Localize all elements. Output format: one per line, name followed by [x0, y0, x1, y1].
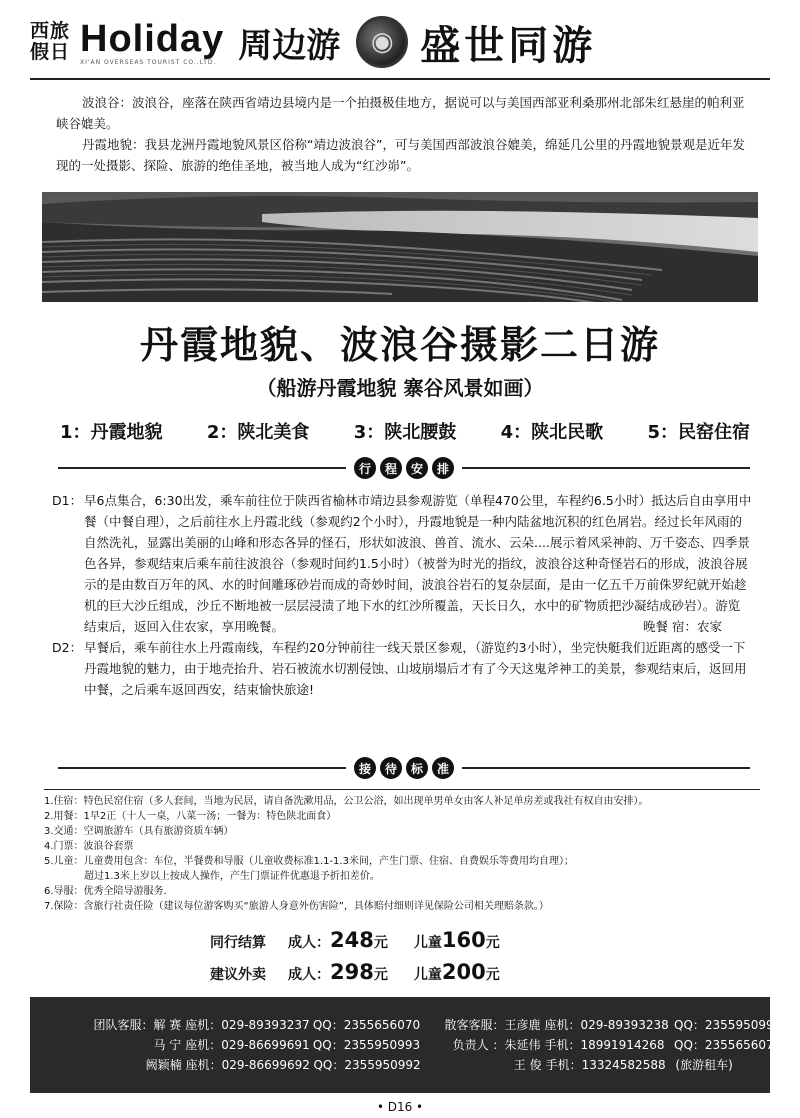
contact-phone: 座机：029-89393238 [544, 1018, 669, 1032]
contact-qq: QQ：2355950992 [313, 1058, 421, 1072]
adult-price: 298 [330, 960, 374, 984]
child-label: 儿童 [413, 935, 442, 951]
price-label: 同行结算 [210, 935, 266, 951]
company-name: 盛世同游 [420, 21, 597, 69]
price-row [210, 960, 610, 984]
adult-label: 成人： [288, 935, 330, 951]
header [30, 10, 770, 74]
intro [56, 92, 756, 176]
brand-sub: XI'AN OVERSEAS TOURIST CO.,LTD. [80, 58, 217, 66]
contact-name: 负责人 ：朱延伟 [452, 1038, 541, 1052]
heading-char: 排 [432, 457, 454, 479]
itinerary-day [52, 490, 752, 637]
service-standards [44, 789, 760, 914]
brand-name: Holiday [80, 17, 225, 60]
contact-name: 阙颖楠 [145, 1058, 182, 1072]
price-unit: 元 [373, 967, 388, 983]
adult-price: 248 [330, 928, 374, 952]
contact-qq: QQ：2355656070 [312, 1018, 421, 1032]
contact-qq: QQ：2355656075 [674, 1038, 782, 1052]
logo-line1: 西旅 [30, 20, 71, 42]
standard-item: 3.交通：空调旅游车（具有旅游资质车辆） [44, 826, 234, 837]
logo-line2: 假日 [30, 41, 71, 63]
heading-rule [58, 767, 346, 769]
contact-note: (旅游租车) [675, 1058, 733, 1072]
contact-phone: 手机：13324582588 [545, 1058, 666, 1072]
schedule-heading [58, 456, 750, 480]
standard-item: 7.保险：含旅行社责任险（建议每位游客购买“旅游人身意外伤害险”，具体赔付细则详见保险公司相关理赔条款。） [44, 901, 549, 912]
itinerary [52, 490, 752, 700]
itinerary-day [52, 637, 752, 700]
heading-char: 准 [432, 757, 454, 779]
standard-item: 5.儿童：儿童费用包含：车位，半餐费和导服（儿童收费标准1.1-1.3米间，产生门票、住宿、自费娱乐等费用均自理）； [44, 856, 574, 867]
heading-char: 行 [354, 457, 376, 479]
child-price: 200 [441, 960, 486, 984]
standards-heading [58, 756, 750, 780]
contact-phone: 座机：029-86699691 [185, 1038, 310, 1052]
xilv-logo [30, 21, 70, 63]
day-description: 早餐后，乘车前往水上丹霞南线，车程约20分钟前往一线天景区参观，（游览约3小时），坐完快艇我们近距离的感受一下丹霞地貌的魅力，由于地壳抬升、岩石被流水切割侵蚀、山坡崩塌后才有了今天这鬼斧神工的美景，参观结束后，返回用中餐，之后乘车返回西安，结束愉快旅途! [84, 640, 747, 697]
day-description: 早6点集合，6:30出发，乘车前往位于陕西省榆林市靖边县参观游览（单程470公里，车程约6.5小时）抵达后自由享用中餐（中餐自理），之后前往水上丹霞北线（参观约2个小时），丹霞地貌是一种内陆盆地沉积的红色屑岩。经过长年风雨的自然洗礼，显露出美丽的山峰和形态各异的怪石，形状如波浪、兽首、流水、云朵....展示着风采神韵、万千姿态、四季景色各异，参观结束后乘车前往波浪谷（参观时间约1.5小时）（被誉为时光的指纹，波浪谷这种奇怪岩石的形成，波浪谷展示的是由数百万年的风、水的时间雕琢砂岩而成的奇妙时间，波浪谷岩石的复杂层面，是由一亿五千万前侏罗纪就开始趁机的巨大沙丘组成，沙丘不断地被一层层浸渍了地下水的红沙所覆盖，天长日久，水中的矿物质把沙凝结成砂岩）。游览结束后，返回入住农家，享用晚餐。 [84, 493, 752, 634]
feature-list [60, 418, 750, 444]
heading-rule [58, 467, 346, 469]
heading-rule [462, 467, 750, 469]
heading-char: 程 [380, 457, 402, 479]
intro-paragraph: 丹霞地貌：我县龙洲丹霞地貌风景区俗称“靖边波浪谷”，可与美国西部波浪谷媲美，绵延几公里的丹霞地貌景观是近年发现的一处摄影、探险、旅游的绝佳圣地，被当地人成为“红沙峁”。 [56, 137, 745, 173]
header-divider [30, 78, 770, 80]
feature-item: 5：民窑住宿 [647, 422, 750, 443]
price-unit: 元 [485, 935, 500, 951]
heading-char: 接 [354, 757, 376, 779]
feature-item: 2：陕北美食 [206, 422, 310, 443]
child-label: 儿童 [413, 967, 442, 983]
feature-item: 1：丹霞地貌 [60, 422, 163, 443]
contact-phone: 座机：029-86699692 [185, 1058, 310, 1072]
contact-name: 王 俊 [513, 1058, 542, 1072]
contact-row [40, 1015, 782, 1035]
standard-item: 2.用餐：1早2正（十人一桌，八菜一汤；一餐为：特色陕北面食） [44, 811, 337, 822]
contact-qq: QQ：2355950993 [312, 1038, 421, 1052]
feature-item: 3：陕北腰鼓 [353, 422, 457, 443]
dragon-emblem-icon: ◉ [356, 16, 408, 68]
standard-item: 4.门票：波浪谷套票 [44, 841, 134, 852]
tagline: 周边游 [238, 25, 341, 66]
child-price: 160 [441, 928, 486, 952]
contact-footer [30, 997, 782, 1093]
standards-divider [44, 789, 760, 790]
heading-char: 安 [406, 457, 428, 479]
price-row [210, 928, 610, 952]
page-subtitle: （船游丹霞地貌 寨谷风景如画） [256, 376, 544, 400]
page-title: 丹霞地貌、波浪谷摄影二日游 [139, 323, 660, 367]
page-number: • D16 • [376, 1100, 424, 1114]
holiday-logo [80, 19, 224, 66]
danxia-landscape-photo [42, 192, 758, 302]
contact-phone: 手机：18991914268 [544, 1038, 665, 1052]
heading-rule [462, 767, 750, 769]
standard-item: 1.住宿：特色民窑住宿（多人套间，当地为民居，请自备洗漱用品，公卫公浴，如出现单男单女由客人补足单房差或我社有权自由安排）。 [44, 796, 649, 807]
price-unit: 元 [485, 967, 500, 983]
adult-label: 成人： [288, 967, 330, 983]
day-meal: 晚餐 宿：农家 [643, 619, 722, 634]
day-label: D1： [52, 493, 83, 508]
price-unit: 元 [373, 935, 388, 951]
price-label: 建议外卖 [210, 967, 266, 983]
day-label: D2： [52, 640, 83, 655]
contact-row [40, 1055, 760, 1075]
contact-name: 散客客服：王彦鹿 [444, 1018, 541, 1032]
intro-paragraph: 波浪谷：波浪谷，座落在陕西省靖边县境内是一个拍摄极佳地方，据说可以与美国西部亚利桑那州北部朱红悬崖的帕利亚峡谷媲美。 [56, 95, 745, 131]
contact-name: 团队客服：解 赛 [93, 1018, 182, 1032]
standard-item: 6.导服：优秀全陪导游服务. [44, 886, 167, 897]
contact-name: 马 宁 [153, 1038, 182, 1052]
contact-qq: QQ：2355950999 [674, 1018, 782, 1032]
contact-phone: 座机：029-89393237 [185, 1018, 310, 1032]
contact-row [40, 1035, 782, 1055]
feature-item: 4：陕北民歌 [500, 422, 604, 443]
standard-item: 超过1.3米上岁以上按成人操作，产生门票证件优惠退予折扣差价。 [84, 871, 380, 882]
heading-char: 待 [380, 757, 402, 779]
heading-char: 标 [406, 757, 428, 779]
